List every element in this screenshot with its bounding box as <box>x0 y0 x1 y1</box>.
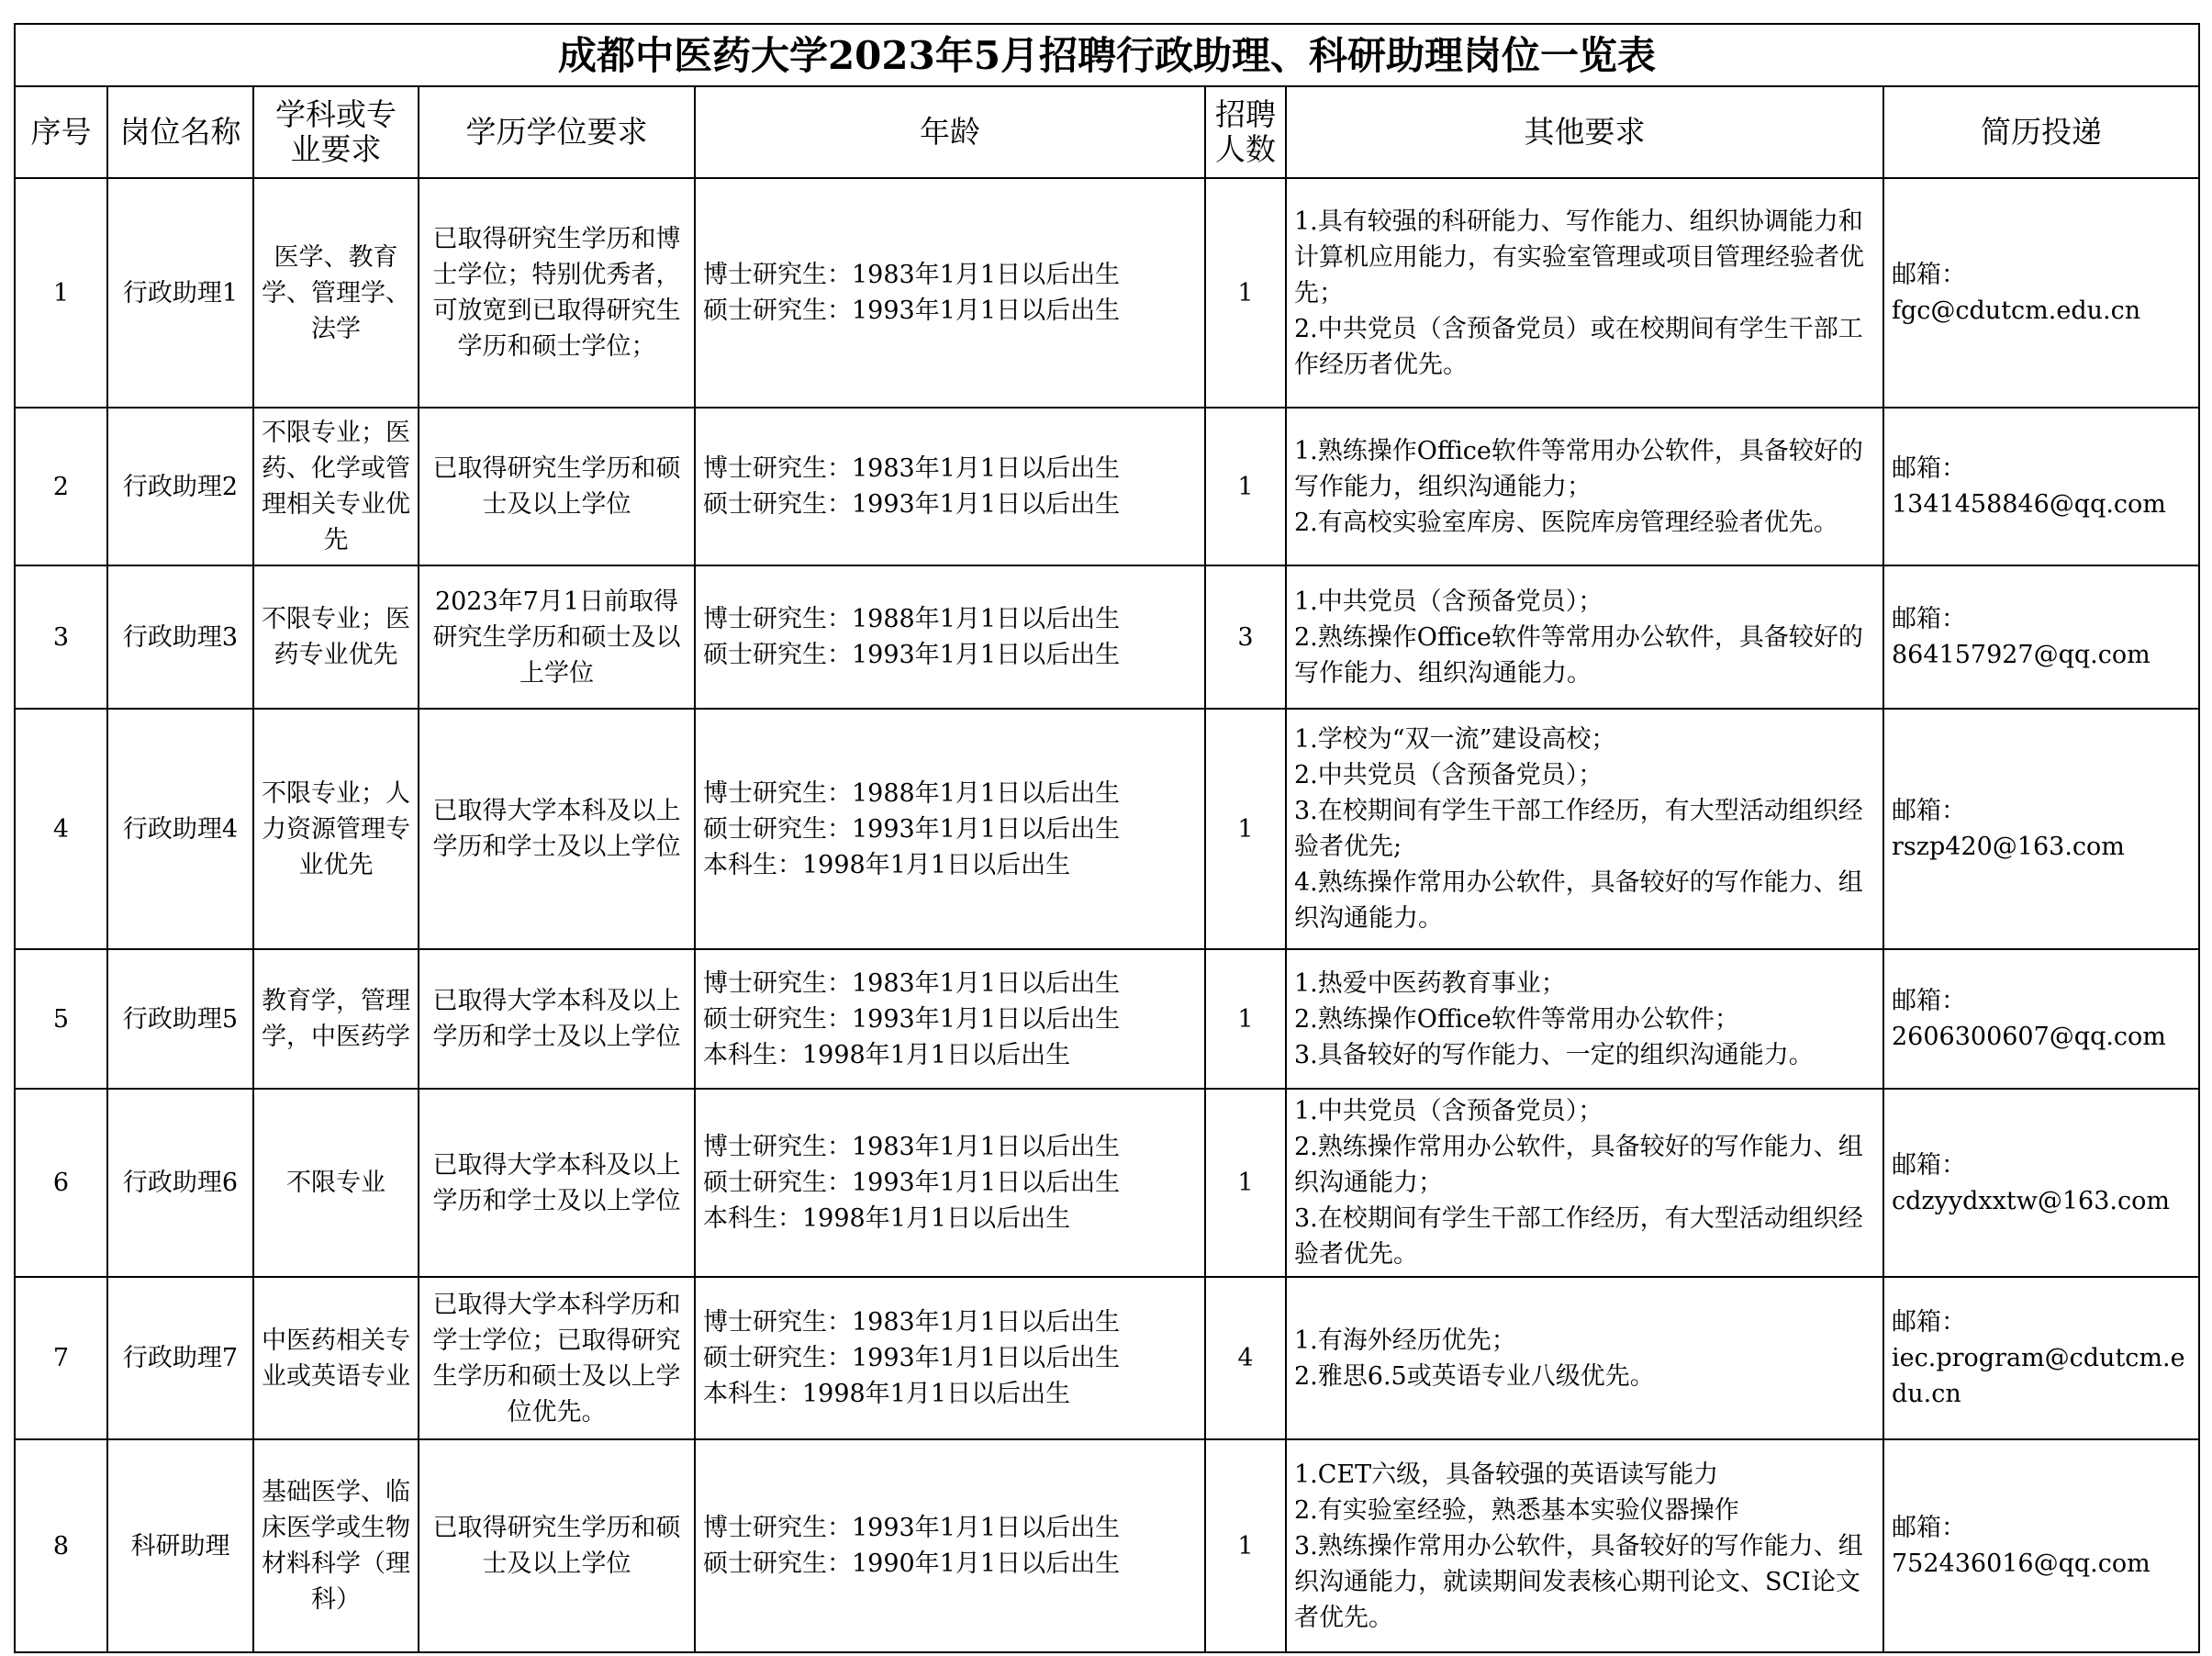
cell-resume <box>1883 1439 2199 1652</box>
cell-position: 行政助理1 <box>107 178 253 408</box>
cell-age: 博士研究生：1988年1月1日以后出生 硕士研究生：1993年1月1日以后出生 本科生：1998年1月1日以后出生 <box>695 709 1205 949</box>
cell-seq: 8 <box>15 1439 107 1652</box>
header-position: 岗位名称 <box>107 86 253 178</box>
cell-count: 4 <box>1205 1277 1286 1439</box>
email-label: 邮箱： <box>1892 987 1966 1015</box>
cell-major: 中医药相关专业或英语专业 <box>253 1277 419 1439</box>
cell-major: 不限专业 <box>253 1089 419 1277</box>
header-seq: 序号 <box>15 86 107 178</box>
table-row <box>15 408 2199 565</box>
cell-major: 医学、教育学、管理学、法学 <box>253 178 419 408</box>
cell-other: 1.具有较强的科研能力、写作能力、组织协调能力和计算机应用能力，有实验室管理或项目管理经验者优先； 2.中共党员（含预备党员）或在校期间有学生干部工作经历者优先。 <box>1286 178 1883 408</box>
cell-count: 1 <box>1205 709 1286 949</box>
cell-age: 博士研究生：1983年1月1日以后出生 硕士研究生：1993年1月1日以后出生 <box>695 408 1205 565</box>
header-major: 学科或专业要求 <box>253 86 419 178</box>
header-other: 其他要求 <box>1286 86 1883 178</box>
cell-position: 科研助理 <box>107 1439 253 1652</box>
cell-degree: 已取得大学本科及以上学历和学士及以上学位 <box>419 709 695 949</box>
table-row <box>15 565 2199 709</box>
recruitment-sheet <box>14 23 2198 1653</box>
cell-major: 基础医学、临床医学或生物材料科学（理科） <box>253 1439 419 1652</box>
table-row <box>15 709 2199 949</box>
cell-resume <box>1883 408 2199 565</box>
cell-position: 行政助理6 <box>107 1089 253 1277</box>
cell-resume <box>1883 949 2199 1089</box>
cell-other: 1.中共党员（含预备党员）； 2.熟练操作Office软件等常用办公软件，具备较好的写作能力、组织沟通能力。 <box>1286 565 1883 709</box>
email-label: 邮箱： <box>1892 605 1966 633</box>
table-row <box>15 1277 2199 1439</box>
cell-count: 1 <box>1205 1089 1286 1277</box>
cell-age: 博士研究生：1983年1月1日以后出生 硕士研究生：1993年1月1日以后出生 <box>695 178 1205 408</box>
cell-other: 1.热爱中医药教育事业； 2.熟练操作Office软件等常用办公软件； 3.具备较好的写作能力、一定的组织沟通能力。 <box>1286 949 1883 1089</box>
cell-resume <box>1883 1089 2199 1277</box>
cell-major: 教育学，管理学，中医药学 <box>253 949 419 1089</box>
email-address[interactable]: iec.program@cdutcm.edu.cn <box>1892 1344 2185 1408</box>
cell-position: 行政助理4 <box>107 709 253 949</box>
cell-count: 3 <box>1205 565 1286 709</box>
email-address[interactable]: 864157927@qq.com <box>1892 641 2151 669</box>
cell-degree: 已取得研究生学历和硕士及以上学位 <box>419 1439 695 1652</box>
email-address[interactable]: 752436016@qq.com <box>1892 1550 2151 1578</box>
cell-count: 1 <box>1205 178 1286 408</box>
cell-count: 1 <box>1205 949 1286 1089</box>
email-address[interactable]: 2606300607@qq.com <box>1892 1023 2166 1051</box>
cell-other: 1.学校为“双一流”建设高校； 2.中共党员（含预备党员）； 3.在校期间有学生干部工作经历，有大型活动组织经验者优先; 4.熟练操作常用办公软件，具备较好的写作能力、组织沟通能力。 <box>1286 709 1883 949</box>
email-label: 邮箱： <box>1892 1308 1966 1337</box>
cell-degree: 已取得大学本科学历和学士学位；已取得研究生学历和硕士及以上学位优先。 <box>419 1277 695 1439</box>
cell-resume <box>1883 565 2199 709</box>
cell-degree: 已取得研究生学历和硕士及以上学位 <box>419 408 695 565</box>
cell-degree: 已取得研究生学历和博士学位；特别优秀者，可放宽到已取得研究生学历和硕士学位； <box>419 178 695 408</box>
cell-age: 博士研究生：1988年1月1日以后出生 硕士研究生：1993年1月1日以后出生 <box>695 565 1205 709</box>
email-label: 邮箱： <box>1892 1514 1966 1542</box>
email-address[interactable]: cdzyydxxtw@163.com <box>1892 1186 2170 1215</box>
cell-other: 1.熟练操作Office软件等常用办公软件，具备较好的写作能力，组织沟通能力； 2.有高校实验室库房、医院库房管理经验者优先。 <box>1286 408 1883 565</box>
cell-age: 博士研究生：1983年1月1日以后出生 硕士研究生：1993年1月1日以后出生 本科生：1998年1月1日以后出生 <box>695 949 1205 1089</box>
cell-seq: 6 <box>15 1089 107 1277</box>
header-degree: 学历学位要求 <box>419 86 695 178</box>
cell-count: 1 <box>1205 1439 1286 1652</box>
cell-other: 1.中共党员（含预备党员）； 2.熟练操作常用办公软件，具备较好的写作能力、组织沟通能力； 3.在校期间有学生干部工作经历，有大型活动组织经验者优先。 <box>1286 1089 1883 1277</box>
email-label: 邮箱： <box>1892 1150 1966 1180</box>
cell-position: 行政助理7 <box>107 1277 253 1439</box>
cell-degree: 已取得大学本科及以上学历和学士及以上学位 <box>419 949 695 1089</box>
cell-resume <box>1883 709 2199 949</box>
cell-seq: 5 <box>15 949 107 1089</box>
cell-seq: 2 <box>15 408 107 565</box>
cell-count: 1 <box>1205 408 1286 565</box>
cell-position: 行政助理3 <box>107 565 253 709</box>
cell-position: 行政助理5 <box>107 949 253 1089</box>
table-row <box>15 949 2199 1089</box>
email-label: 邮箱： <box>1892 454 1966 483</box>
cell-resume <box>1883 1277 2199 1439</box>
cell-resume <box>1883 178 2199 408</box>
header-age: 年龄 <box>695 86 1205 178</box>
cell-age: 博士研究生：1983年1月1日以后出生 硕士研究生：1993年1月1日以后出生 本科生：1998年1月1日以后出生 <box>695 1089 1205 1277</box>
cell-degree: 已取得大学本科及以上学历和学士及以上学位 <box>419 1089 695 1277</box>
header-count: 招聘人数 <box>1205 86 1286 178</box>
email-label: 邮箱： <box>1892 797 1966 825</box>
cell-seq: 7 <box>15 1277 107 1439</box>
email-address[interactable]: rszp420@163.com <box>1892 833 2125 861</box>
cell-seq: 3 <box>15 565 107 709</box>
header-resume: 简历投递 <box>1883 86 2199 178</box>
email-address[interactable]: fgc@cdutcm.edu.cn <box>1892 297 2141 325</box>
cell-other: 1.CET六级，具备较强的英语读写能力 2.有实验室经验，熟悉基本实验仪器操作 3.熟练操作常用办公软件，具备较好的写作能力、组织沟通能力，就读期间发表核心期刊论文、SCI论文者优先。 <box>1286 1439 1883 1652</box>
table-row <box>15 1089 2199 1277</box>
cell-major: 不限专业；医药专业优先 <box>253 565 419 709</box>
email-label: 邮箱： <box>1892 261 1966 289</box>
table-row <box>15 178 2199 408</box>
header-row <box>15 86 2199 178</box>
cell-position: 行政助理2 <box>107 408 253 565</box>
table-title: 成都中医药大学2023年5月招聘行政助理、科研助理岗位一览表 <box>15 24 2199 86</box>
table-row <box>15 1439 2199 1652</box>
cell-other: 1.有海外经历优先； 2.雅思6.5或英语专业八级优先。 <box>1286 1277 1883 1439</box>
positions-table <box>14 23 2200 1653</box>
cell-age: 博士研究生：1983年1月1日以后出生 硕士研究生：1993年1月1日以后出生 本科生：1998年1月1日以后出生 <box>695 1277 1205 1439</box>
cell-degree: 2023年7月1日前取得研究生学历和硕士及以上学位 <box>419 565 695 709</box>
cell-major: 不限专业；人力资源管理专业优先 <box>253 709 419 949</box>
cell-age: 博士研究生：1993年1月1日以后出生 硕士研究生：1990年1月1日以后出生 <box>695 1439 1205 1652</box>
email-address[interactable]: 1341458846@qq.com <box>1892 490 2166 519</box>
cell-seq: 4 <box>15 709 107 949</box>
cell-seq: 1 <box>15 178 107 408</box>
cell-major: 不限专业；医药、化学或管理相关专业优先 <box>253 408 419 565</box>
